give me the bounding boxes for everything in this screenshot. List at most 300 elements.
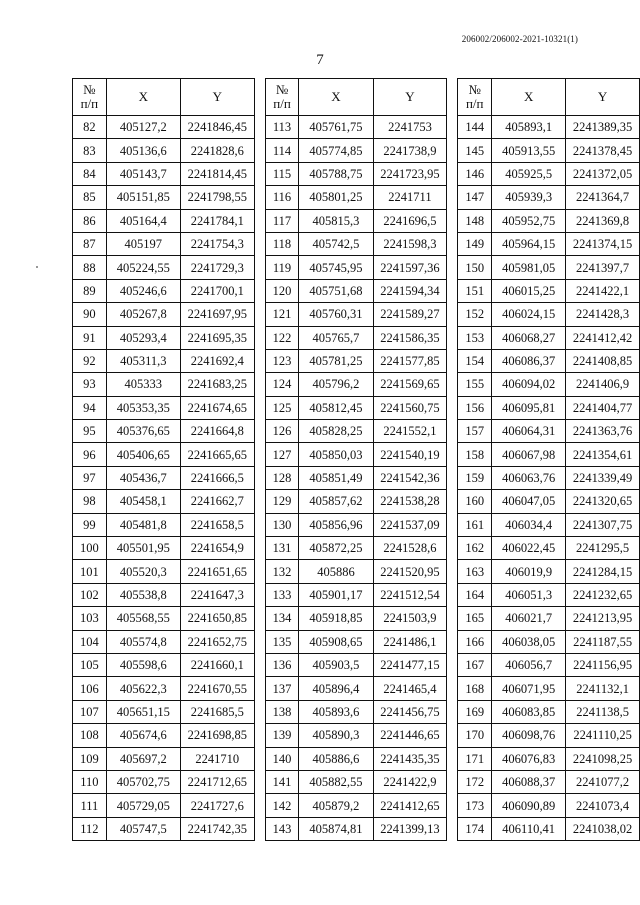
x-coordinate-cell: 405828,25 (299, 420, 373, 443)
point-number-cell: 114 (265, 139, 299, 162)
point-number-cell: 140 (265, 747, 299, 770)
point-number-cell: 167 (458, 653, 492, 676)
table-row (73, 162, 255, 185)
y-coordinate-cell: 2241364,7 (566, 186, 640, 209)
x-coordinate-cell: 405964,15 (492, 232, 566, 255)
table-row (73, 396, 255, 419)
point-number-cell: 134 (265, 607, 299, 630)
point-number-cell: 166 (458, 630, 492, 653)
point-number-cell: 109 (73, 747, 107, 770)
point-number-cell: 90 (73, 303, 107, 326)
point-number-cell: 83 (73, 139, 107, 162)
y-coordinate-cell: 2241697,95 (180, 303, 254, 326)
table-row (73, 349, 255, 372)
point-number-cell: 98 (73, 490, 107, 513)
y-coordinate-cell: 2241598,3 (373, 232, 447, 255)
point-number-cell: 137 (265, 677, 299, 700)
x-coordinate-cell: 405622,3 (106, 677, 180, 700)
y-coordinate-cell: 2241754,3 (180, 232, 254, 255)
table-row (73, 232, 255, 255)
x-coordinate-cell: 405856,96 (299, 513, 373, 536)
x-coordinate-cell: 406076,83 (492, 747, 566, 770)
y-coordinate-cell: 2241738,9 (373, 139, 447, 162)
point-number-cell: 120 (265, 279, 299, 302)
y-coordinate-cell: 2241784,1 (180, 209, 254, 232)
point-number-cell: 85 (73, 186, 107, 209)
x-coordinate-cell: 405136,6 (106, 139, 180, 162)
y-coordinate-cell: 2241378,45 (566, 139, 640, 162)
y-coordinate-cell: 2241665,65 (180, 443, 254, 466)
x-coordinate-cell: 406090,89 (492, 794, 566, 817)
y-coordinate-cell: 2241712,65 (180, 770, 254, 793)
y-coordinate-cell: 2241674,65 (180, 396, 254, 419)
point-number-cell: 106 (73, 677, 107, 700)
y-coordinate-cell: 2241422,1 (566, 279, 640, 302)
x-coordinate-cell: 405598,6 (106, 653, 180, 676)
y-coordinate-cell: 2241098,25 (566, 747, 640, 770)
table-row (458, 209, 640, 232)
x-coordinate-cell: 405781,25 (299, 349, 373, 372)
table-row (458, 162, 640, 185)
point-number-cell: 158 (458, 443, 492, 466)
x-header: X (299, 79, 373, 116)
table-row (265, 279, 447, 302)
table-row (265, 443, 447, 466)
table-row (265, 490, 447, 513)
x-coordinate-cell: 405481,8 (106, 513, 180, 536)
y-coordinate-cell: 2241339,49 (566, 466, 640, 489)
x-coordinate-cell: 405267,8 (106, 303, 180, 326)
y-coordinate-cell: 2241399,13 (373, 817, 447, 840)
y-coordinate-cell: 2241552,1 (373, 420, 447, 443)
x-header: X (492, 79, 566, 116)
x-header: X (106, 79, 180, 116)
table-row (458, 443, 640, 466)
y-coordinate-cell: 2241537,09 (373, 513, 447, 536)
x-coordinate-cell: 405812,45 (299, 396, 373, 419)
point-number-cell: 126 (265, 420, 299, 443)
table-row (73, 513, 255, 536)
x-coordinate-cell: 405890,3 (299, 724, 373, 747)
x-coordinate-cell: 405857,62 (299, 490, 373, 513)
point-number-cell: 103 (73, 607, 107, 630)
x-coordinate-cell: 405436,7 (106, 466, 180, 489)
y-coordinate-cell: 2241560,75 (373, 396, 447, 419)
y-coordinate-cell: 2241538,28 (373, 490, 447, 513)
table-row (265, 653, 447, 676)
x-coordinate-cell: 406064,31 (492, 420, 566, 443)
point-number-cell: 95 (73, 420, 107, 443)
point-number-cell: 139 (265, 724, 299, 747)
y-coordinate-cell: 2241232,65 (566, 583, 640, 606)
x-coordinate-cell: 405246,6 (106, 279, 180, 302)
y-coordinate-cell: 2241446,65 (373, 724, 447, 747)
x-coordinate-cell: 406068,27 (492, 326, 566, 349)
table-row (458, 139, 640, 162)
x-coordinate-cell: 405353,35 (106, 396, 180, 419)
table-row (73, 653, 255, 676)
scan-speck (36, 266, 38, 268)
table-row (458, 560, 640, 583)
point-number-cell: 111 (73, 794, 107, 817)
y-coordinate-cell: 2241369,8 (566, 209, 640, 232)
table-row (265, 116, 447, 139)
x-coordinate-cell: 406056,7 (492, 653, 566, 676)
table-row (73, 770, 255, 793)
document-reference: 206002/206002-2021-10321(1) (461, 34, 578, 44)
table-row (265, 817, 447, 840)
table-row (73, 279, 255, 302)
y-coordinate-cell: 2241753 (373, 116, 447, 139)
x-coordinate-cell: 405406,65 (106, 443, 180, 466)
table-row (458, 770, 640, 793)
point-number-header: № п/п (265, 79, 299, 116)
table-row (73, 607, 255, 630)
table-row (458, 303, 640, 326)
y-coordinate-cell: 2241651,65 (180, 560, 254, 583)
point-number-cell: 136 (265, 653, 299, 676)
point-number-cell: 161 (458, 513, 492, 536)
table-row (458, 279, 640, 302)
point-number-cell: 115 (265, 162, 299, 185)
y-coordinate-cell: 2241658,5 (180, 513, 254, 536)
point-number-cell: 160 (458, 490, 492, 513)
x-coordinate-cell: 406086,37 (492, 349, 566, 372)
table-row (73, 817, 255, 840)
table-row (265, 349, 447, 372)
x-coordinate-cell: 405151,85 (106, 186, 180, 209)
table-row (458, 747, 640, 770)
x-coordinate-cell: 406034,4 (492, 513, 566, 536)
y-coordinate-cell: 2241652,75 (180, 630, 254, 653)
x-coordinate-cell: 405796,2 (299, 373, 373, 396)
y-coordinate-cell: 2241666,5 (180, 466, 254, 489)
y-header: Y (566, 79, 640, 116)
y-coordinate-cell: 2241670,55 (180, 677, 254, 700)
point-number-cell: 156 (458, 396, 492, 419)
point-number-cell: 108 (73, 724, 107, 747)
point-number-cell: 148 (458, 209, 492, 232)
x-coordinate-cell: 406067,98 (492, 443, 566, 466)
y-coordinate-cell: 2241723,95 (373, 162, 447, 185)
point-number-cell: 162 (458, 537, 492, 560)
y-coordinate-cell: 2241528,6 (373, 537, 447, 560)
y-coordinate-cell: 2241654,9 (180, 537, 254, 560)
y-coordinate-cell: 2241187,55 (566, 630, 640, 653)
point-number-cell: 154 (458, 349, 492, 372)
table-row (73, 373, 255, 396)
table-row (458, 232, 640, 255)
point-number-cell: 146 (458, 162, 492, 185)
y-coordinate-cell: 2241372,05 (566, 162, 640, 185)
y-coordinate-cell: 2241711 (373, 186, 447, 209)
y-coordinate-cell: 2241798,55 (180, 186, 254, 209)
y-coordinate-cell: 2241698,85 (180, 724, 254, 747)
point-number-cell: 132 (265, 560, 299, 583)
x-coordinate-cell: 406094,02 (492, 373, 566, 396)
x-coordinate-cell: 406015,25 (492, 279, 566, 302)
x-coordinate-cell: 405197 (106, 232, 180, 255)
y-coordinate-cell: 2241397,7 (566, 256, 640, 279)
x-coordinate-cell: 406098,76 (492, 724, 566, 747)
table-row (265, 139, 447, 162)
x-coordinate-cell: 405333 (106, 373, 180, 396)
x-coordinate-cell: 405908,65 (299, 630, 373, 653)
y-coordinate-cell: 2241404,77 (566, 396, 640, 419)
table-row (265, 303, 447, 326)
x-coordinate-cell: 405893,1 (492, 116, 566, 139)
table-row (265, 607, 447, 630)
point-number-cell: 159 (458, 466, 492, 489)
coordinates-table-1 (72, 78, 255, 841)
x-coordinate-cell: 405501,95 (106, 537, 180, 560)
table-row (458, 349, 640, 372)
x-coordinate-cell: 405458,1 (106, 490, 180, 513)
x-coordinate-cell: 405538,8 (106, 583, 180, 606)
y-coordinate-cell: 2241408,85 (566, 349, 640, 372)
x-coordinate-cell: 405815,3 (299, 209, 373, 232)
table-header-row (265, 79, 447, 116)
y-coordinate-cell: 2241138,5 (566, 700, 640, 723)
table-row (265, 794, 447, 817)
y-header: Y (180, 79, 254, 116)
y-coordinate-cell: 2241038,02 (566, 817, 640, 840)
point-number-cell: 116 (265, 186, 299, 209)
y-coordinate-cell: 2241594,34 (373, 279, 447, 302)
y-coordinate-cell: 2241586,35 (373, 326, 447, 349)
table-row (265, 583, 447, 606)
y-coordinate-cell: 2241110,25 (566, 724, 640, 747)
x-coordinate-cell: 405745,95 (299, 256, 373, 279)
y-coordinate-cell: 2241696,5 (373, 209, 447, 232)
y-coordinate-cell: 2241320,65 (566, 490, 640, 513)
y-coordinate-cell: 2241422,9 (373, 770, 447, 793)
point-number-cell: 151 (458, 279, 492, 302)
x-coordinate-cell: 406038,05 (492, 630, 566, 653)
x-coordinate-cell: 406022,45 (492, 537, 566, 560)
x-coordinate-cell: 405127,2 (106, 116, 180, 139)
point-number-cell: 118 (265, 232, 299, 255)
table-row (73, 420, 255, 443)
y-coordinate-cell: 2241456,75 (373, 700, 447, 723)
point-number-cell: 119 (265, 256, 299, 279)
y-header: Y (373, 79, 447, 116)
table-row (73, 794, 255, 817)
table-row (265, 770, 447, 793)
y-coordinate-cell: 2241374,15 (566, 232, 640, 255)
point-number-cell: 174 (458, 817, 492, 840)
y-coordinate-cell: 2241363,76 (566, 420, 640, 443)
point-number-cell: 169 (458, 700, 492, 723)
y-coordinate-cell: 2241729,3 (180, 256, 254, 279)
x-coordinate-cell: 405879,2 (299, 794, 373, 817)
y-coordinate-cell: 2241073,4 (566, 794, 640, 817)
point-number-cell: 93 (73, 373, 107, 396)
table-row (265, 396, 447, 419)
x-coordinate-cell: 405788,75 (299, 162, 373, 185)
point-number-cell: 99 (73, 513, 107, 536)
y-coordinate-cell: 2241710 (180, 747, 254, 770)
y-coordinate-cell: 2241683,25 (180, 373, 254, 396)
table-row (265, 537, 447, 560)
table-row (265, 630, 447, 653)
x-coordinate-cell: 406095,81 (492, 396, 566, 419)
table-row (73, 326, 255, 349)
x-coordinate-cell: 405697,2 (106, 747, 180, 770)
x-coordinate-cell: 405164,4 (106, 209, 180, 232)
table-row (458, 373, 640, 396)
table-row (458, 724, 640, 747)
x-coordinate-cell: 405311,3 (106, 349, 180, 372)
point-number-cell: 110 (73, 770, 107, 793)
y-coordinate-cell: 2241412,42 (566, 326, 640, 349)
x-coordinate-cell: 406051,3 (492, 583, 566, 606)
x-coordinate-cell: 405886 (299, 560, 373, 583)
table-row (458, 630, 640, 653)
table-row (73, 630, 255, 653)
y-coordinate-cell: 2241156,95 (566, 653, 640, 676)
x-coordinate-cell: 405702,75 (106, 770, 180, 793)
point-number-cell: 133 (265, 583, 299, 606)
x-coordinate-cell: 405939,3 (492, 186, 566, 209)
table-row (458, 490, 640, 513)
y-coordinate-cell: 2241662,7 (180, 490, 254, 513)
y-coordinate-cell: 2241132,1 (566, 677, 640, 700)
point-number-header: № п/п (73, 79, 107, 116)
y-coordinate-cell: 2241077,2 (566, 770, 640, 793)
x-coordinate-cell: 405981,05 (492, 256, 566, 279)
table-row (265, 513, 447, 536)
point-number-cell: 86 (73, 209, 107, 232)
x-coordinate-cell: 406071,95 (492, 677, 566, 700)
point-number-cell: 117 (265, 209, 299, 232)
table-row (458, 466, 640, 489)
x-coordinate-cell: 405747,5 (106, 817, 180, 840)
y-coordinate-cell: 2241685,5 (180, 700, 254, 723)
table-row (458, 396, 640, 419)
point-number-cell: 123 (265, 349, 299, 372)
x-coordinate-cell: 405574,8 (106, 630, 180, 653)
table-row (458, 794, 640, 817)
point-number-cell: 124 (265, 373, 299, 396)
coordinates-table-3 (457, 78, 640, 841)
point-number-cell: 164 (458, 583, 492, 606)
table-row (458, 700, 640, 723)
point-number-cell: 142 (265, 794, 299, 817)
table-row (73, 724, 255, 747)
table-row (265, 466, 447, 489)
table-row (265, 677, 447, 700)
table-row (265, 162, 447, 185)
x-coordinate-cell: 405874,81 (299, 817, 373, 840)
point-number-cell: 125 (265, 396, 299, 419)
table-row (73, 583, 255, 606)
table-header-row (73, 79, 255, 116)
x-coordinate-cell: 405774,85 (299, 139, 373, 162)
point-number-cell: 144 (458, 116, 492, 139)
point-number-header: № п/п (458, 79, 492, 116)
x-coordinate-cell: 405729,05 (106, 794, 180, 817)
table-row (265, 724, 447, 747)
table-row (265, 326, 447, 349)
table-row (265, 232, 447, 255)
table-row (458, 677, 640, 700)
table-row (73, 560, 255, 583)
x-coordinate-cell: 405952,75 (492, 209, 566, 232)
y-coordinate-cell: 2241846,45 (180, 116, 254, 139)
table-row (73, 677, 255, 700)
y-coordinate-cell: 2241295,5 (566, 537, 640, 560)
y-coordinate-cell: 2241695,35 (180, 326, 254, 349)
y-coordinate-cell: 2241213,95 (566, 607, 640, 630)
y-coordinate-cell: 2241486,1 (373, 630, 447, 653)
point-number-cell: 143 (265, 817, 299, 840)
y-coordinate-cell: 2241597,36 (373, 256, 447, 279)
point-number-cell: 113 (265, 116, 299, 139)
point-number-cell: 122 (265, 326, 299, 349)
table-row (265, 420, 447, 443)
x-coordinate-cell: 405143,7 (106, 162, 180, 185)
point-number-cell: 147 (458, 186, 492, 209)
table-row (458, 513, 640, 536)
point-number-cell: 112 (73, 817, 107, 840)
point-number-cell: 91 (73, 326, 107, 349)
point-number-cell: 163 (458, 560, 492, 583)
table-row (73, 490, 255, 513)
table-row (458, 186, 640, 209)
x-coordinate-cell: 406047,05 (492, 490, 566, 513)
table-row (73, 139, 255, 162)
point-number-cell: 94 (73, 396, 107, 419)
table-row (265, 256, 447, 279)
table-row (265, 700, 447, 723)
x-coordinate-cell: 405896,4 (299, 677, 373, 700)
point-number-cell: 88 (73, 256, 107, 279)
page-number: 7 (316, 52, 324, 68)
y-coordinate-cell: 2241435,35 (373, 747, 447, 770)
table-row (458, 420, 640, 443)
y-coordinate-cell: 2241742,35 (180, 817, 254, 840)
coordinates-tables (72, 78, 640, 841)
point-number-cell: 100 (73, 537, 107, 560)
point-number-cell: 138 (265, 700, 299, 723)
x-coordinate-cell: 405886,6 (299, 747, 373, 770)
point-number-cell: 128 (265, 466, 299, 489)
x-coordinate-cell: 405674,6 (106, 724, 180, 747)
x-coordinate-cell: 405893,6 (299, 700, 373, 723)
table-row (265, 560, 447, 583)
point-number-cell: 105 (73, 653, 107, 676)
table-row (73, 700, 255, 723)
y-coordinate-cell: 2241647,3 (180, 583, 254, 606)
table-row (458, 256, 640, 279)
y-coordinate-cell: 2241354,61 (566, 443, 640, 466)
point-number-cell: 145 (458, 139, 492, 162)
point-number-cell: 121 (265, 303, 299, 326)
point-number-cell: 87 (73, 232, 107, 255)
x-coordinate-cell: 405851,49 (299, 466, 373, 489)
y-coordinate-cell: 2241692,4 (180, 349, 254, 372)
x-coordinate-cell: 406063,76 (492, 466, 566, 489)
table-row (73, 303, 255, 326)
point-number-cell: 170 (458, 724, 492, 747)
coordinates-table-2 (265, 78, 448, 841)
y-coordinate-cell: 2241727,6 (180, 794, 254, 817)
y-coordinate-cell: 2241512,54 (373, 583, 447, 606)
point-number-cell: 141 (265, 770, 299, 793)
point-number-cell: 130 (265, 513, 299, 536)
x-coordinate-cell: 405376,65 (106, 420, 180, 443)
